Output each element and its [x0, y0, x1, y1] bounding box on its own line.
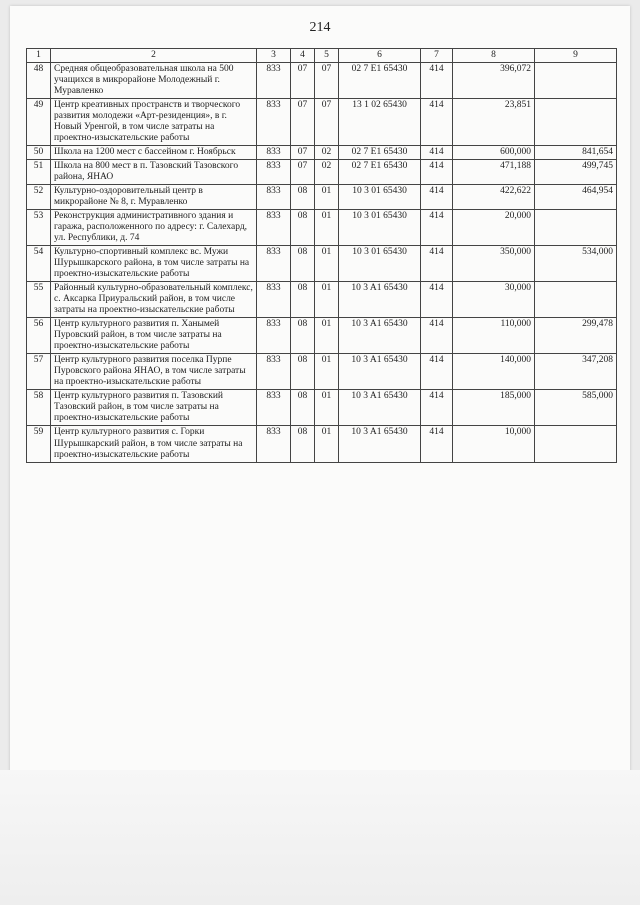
- object-name: Реконструкция административного здания и гаража, расположенного по адресу: г. Салехард, ул. Республики, д. 74: [51, 210, 257, 246]
- section-code: 07: [291, 146, 315, 160]
- ministry-code: 833: [257, 146, 291, 160]
- row-number: 58: [27, 390, 51, 426]
- expense-type-code: 414: [421, 426, 453, 462]
- column-header: 4: [291, 49, 315, 63]
- section-code: 08: [291, 426, 315, 462]
- section-code: 08: [291, 210, 315, 246]
- object-name: Районный культурно-образовательный комплекс, с. Аксарка Приуральский район, в том числе затраты на проектно-изыскательские работы: [51, 282, 257, 318]
- subsection-code: 07: [315, 63, 339, 99]
- table-row: [27, 426, 617, 462]
- subsection-code: 01: [315, 185, 339, 210]
- target-article-code: 10 3 A1 65430: [339, 354, 421, 390]
- table-row: [27, 99, 617, 146]
- expense-type-code: 414: [421, 246, 453, 282]
- section-code: 08: [291, 390, 315, 426]
- section-code: 08: [291, 282, 315, 318]
- amount-year-1: 185,000: [453, 390, 535, 426]
- ministry-code: 833: [257, 354, 291, 390]
- ministry-code: 833: [257, 185, 291, 210]
- object-name: Культурно-оздоровительный центр в микрорайоне № 8, г. Муравленко: [51, 185, 257, 210]
- scan-margin: [0, 770, 640, 905]
- row-number: 49: [27, 99, 51, 146]
- ministry-code: 833: [257, 160, 291, 185]
- target-article-code: 02 7 E1 65430: [339, 146, 421, 160]
- subsection-code: 01: [315, 318, 339, 354]
- subsection-code: 01: [315, 390, 339, 426]
- column-header: 8: [453, 49, 535, 63]
- amount-year-2: 841,654: [535, 146, 617, 160]
- object-name: Центр культурного развития поселка Пурпе Пуровского района ЯНАО, в том числе затраты на проектно-изыскательские работы: [51, 354, 257, 390]
- amount-year-1: 140,000: [453, 354, 535, 390]
- target-article-code: 10 3 01 65430: [339, 210, 421, 246]
- budget-table: [26, 48, 617, 463]
- target-article-code: 10 3 A1 65430: [339, 390, 421, 426]
- amount-year-1: 110,000: [453, 318, 535, 354]
- amount-year-1: 20,000: [453, 210, 535, 246]
- amount-year-2: [535, 426, 617, 462]
- amount-year-2: 585,000: [535, 390, 617, 426]
- table-row: [27, 282, 617, 318]
- table-row: [27, 354, 617, 390]
- amount-year-2: 347,208: [535, 354, 617, 390]
- amount-year-2: 534,000: [535, 246, 617, 282]
- table-row: [27, 390, 617, 426]
- target-article-code: 10 3 01 65430: [339, 185, 421, 210]
- amount-year-2: [535, 210, 617, 246]
- expense-type-code: 414: [421, 318, 453, 354]
- subsection-code: 01: [315, 210, 339, 246]
- amount-year-2: [535, 63, 617, 99]
- row-number: 54: [27, 246, 51, 282]
- target-article-code: 10 3 01 65430: [339, 246, 421, 282]
- section-code: 07: [291, 99, 315, 146]
- row-number: 48: [27, 63, 51, 99]
- ministry-code: 833: [257, 282, 291, 318]
- object-name: Школа на 800 мест в п. Тазовский Тазовского района, ЯНАО: [51, 160, 257, 185]
- subsection-code: 07: [315, 99, 339, 146]
- ministry-code: 833: [257, 426, 291, 462]
- target-article-code: 02 7 E1 65430: [339, 63, 421, 99]
- target-article-code: 10 3 A1 65430: [339, 426, 421, 462]
- expense-type-code: 414: [421, 185, 453, 210]
- table-row: [27, 63, 617, 99]
- row-number: 53: [27, 210, 51, 246]
- column-header: 2: [51, 49, 257, 63]
- object-name: Школа на 1200 мест с бассейном г. Ноябрьск: [51, 146, 257, 160]
- row-number: 50: [27, 146, 51, 160]
- table-row: [27, 246, 617, 282]
- expense-type-code: 414: [421, 63, 453, 99]
- table-row: [27, 146, 617, 160]
- amount-year-1: 396,072: [453, 63, 535, 99]
- expense-type-code: 414: [421, 99, 453, 146]
- row-number: 55: [27, 282, 51, 318]
- expense-type-code: 414: [421, 354, 453, 390]
- section-code: 08: [291, 318, 315, 354]
- expense-type-code: 414: [421, 390, 453, 426]
- target-article-code: 02 7 E1 65430: [339, 160, 421, 185]
- amount-year-2: [535, 282, 617, 318]
- amount-year-1: 422,622: [453, 185, 535, 210]
- section-code: 07: [291, 63, 315, 99]
- amount-year-1: 350,000: [453, 246, 535, 282]
- object-name: Центр культурного развития п. Тазовский Тазовский район, в том числе затраты на проектно-изыскательские работы: [51, 390, 257, 426]
- column-header: 1: [27, 49, 51, 63]
- column-header: 3: [257, 49, 291, 63]
- section-code: 07: [291, 160, 315, 185]
- ministry-code: 833: [257, 63, 291, 99]
- column-header: 5: [315, 49, 339, 63]
- section-code: 08: [291, 185, 315, 210]
- section-code: 08: [291, 246, 315, 282]
- object-name: Средняя общеобразовательная школа на 500 учащихся в микрорайоне Молодежный г. Муравленко: [51, 63, 257, 99]
- amount-year-2: [535, 99, 617, 146]
- subsection-code: 01: [315, 426, 339, 462]
- row-number: 51: [27, 160, 51, 185]
- object-name: Культурно-спортивный комплекс вс. Мужи Шурышкарского района, в том числе затраты на проектно-изыскательские работы: [51, 246, 257, 282]
- expense-type-code: 414: [421, 146, 453, 160]
- amount-year-2: 299,478: [535, 318, 617, 354]
- table-body: [27, 49, 617, 463]
- amount-year-1: 23,851: [453, 99, 535, 146]
- column-header: 6: [339, 49, 421, 63]
- ministry-code: 833: [257, 246, 291, 282]
- subsection-code: 01: [315, 282, 339, 318]
- expense-type-code: 414: [421, 160, 453, 185]
- object-name: Центр креативных пространств и творческого развития молодежи «Арт-резиденция», в г. Новый Уренгой, в том числе затраты на проектно-изыскательские работы: [51, 99, 257, 146]
- column-header: 9: [535, 49, 617, 63]
- section-code: 08: [291, 354, 315, 390]
- object-name: Центр культурного развития с. Горки Шурышкарский район, в том числе затраты на проектно-изыскательские работы: [51, 426, 257, 462]
- ministry-code: 833: [257, 390, 291, 426]
- table-row: [27, 160, 617, 185]
- row-number: 52: [27, 185, 51, 210]
- subsection-code: 01: [315, 354, 339, 390]
- expense-type-code: 414: [421, 282, 453, 318]
- object-name: Центр культурного развития п. Ханымей Пуровский район, в том числе затраты на проектно-изыскательские работы: [51, 318, 257, 354]
- row-number: 59: [27, 426, 51, 462]
- ministry-code: 833: [257, 318, 291, 354]
- target-article-code: 10 3 A1 65430: [339, 282, 421, 318]
- subsection-code: 01: [315, 246, 339, 282]
- amount-year-1: 471,188: [453, 160, 535, 185]
- ministry-code: 833: [257, 210, 291, 246]
- ministry-code: 833: [257, 99, 291, 146]
- subsection-code: 02: [315, 146, 339, 160]
- amount-year-2: 464,954: [535, 185, 617, 210]
- table-row: [27, 210, 617, 246]
- row-number: 57: [27, 354, 51, 390]
- amount-year-2: 499,745: [535, 160, 617, 185]
- table-row: [27, 185, 617, 210]
- target-article-code: 10 3 A1 65430: [339, 318, 421, 354]
- amount-year-1: 10,000: [453, 426, 535, 462]
- table-header-row: [27, 49, 617, 63]
- table-row: [27, 318, 617, 354]
- document-page: [10, 6, 630, 899]
- expense-type-code: 414: [421, 210, 453, 246]
- subsection-code: 02: [315, 160, 339, 185]
- column-header: 7: [421, 49, 453, 63]
- row-number: 56: [27, 318, 51, 354]
- page-number: 214: [309, 20, 331, 35]
- amount-year-1: 600,000: [453, 146, 535, 160]
- amount-year-1: 30,000: [453, 282, 535, 318]
- target-article-code: 13 1 02 65430: [339, 99, 421, 146]
